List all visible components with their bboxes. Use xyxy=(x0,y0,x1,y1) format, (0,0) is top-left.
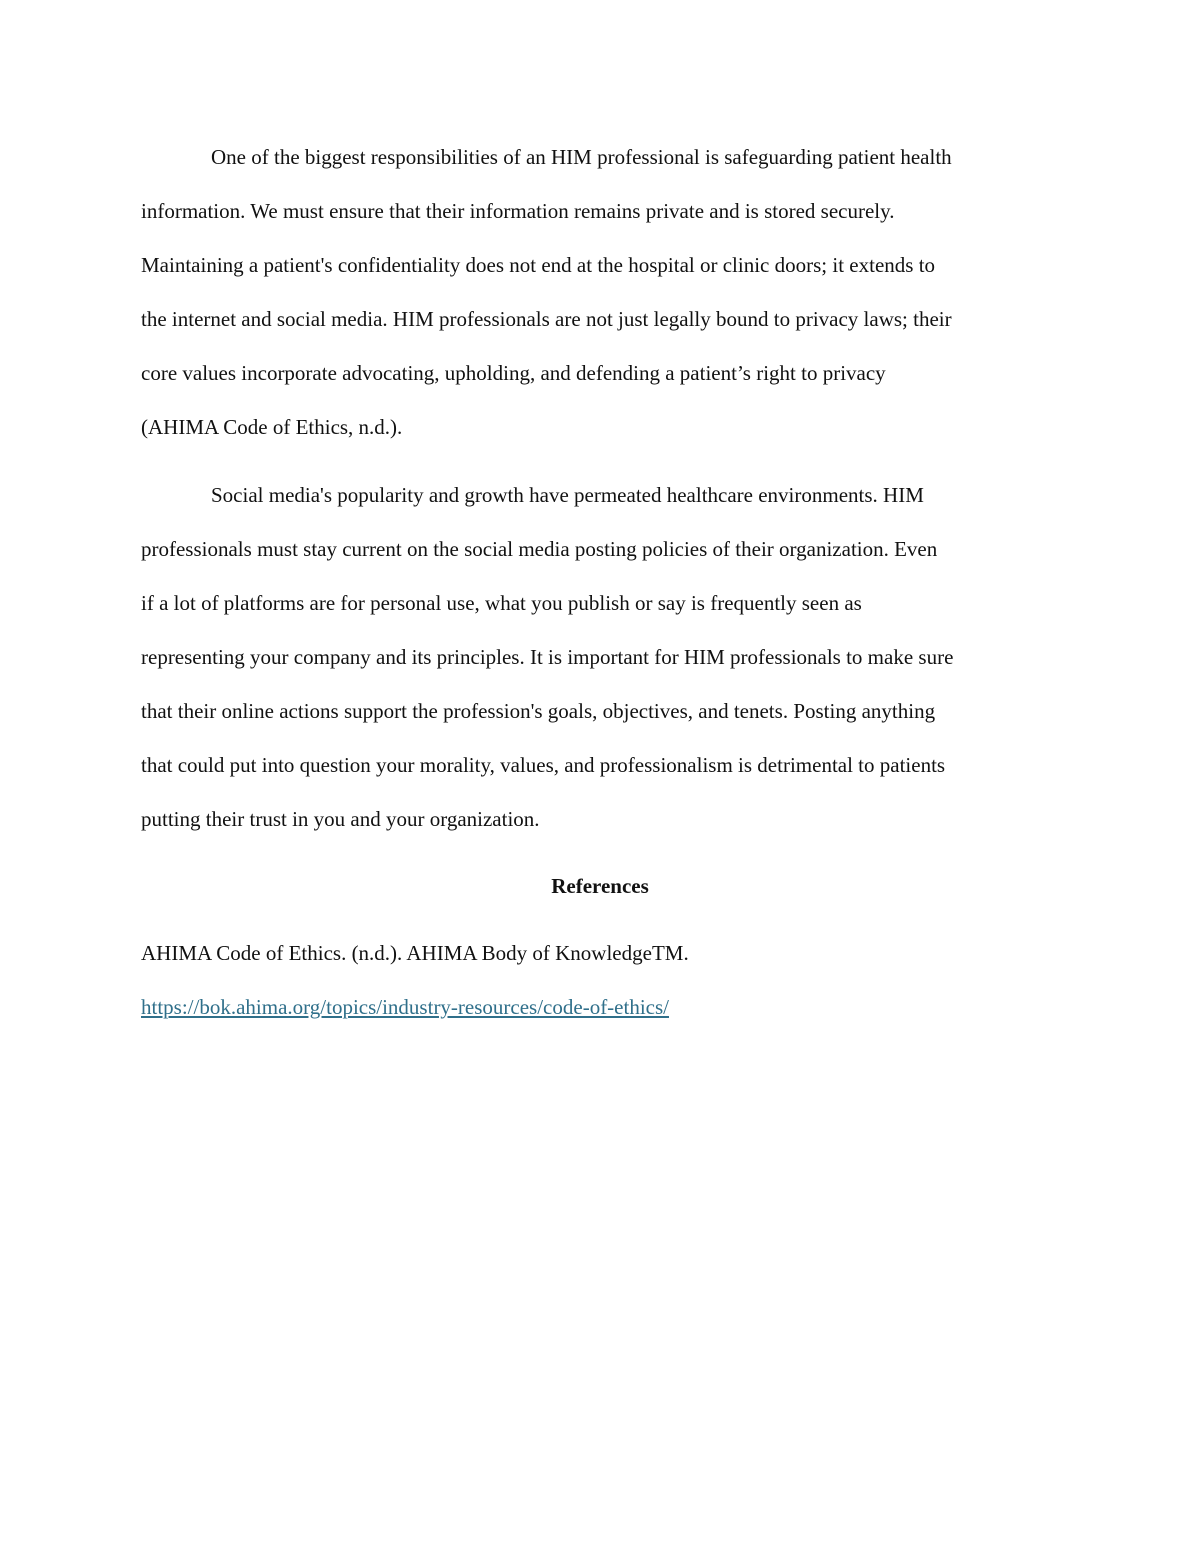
paragraph-line: professionals must stay current on the social media posting policies of their organization. Even xyxy=(141,537,938,561)
paragraph-line: Maintaining a patient's confidentiality does not end at the hospital or clinic doors; it extends to xyxy=(141,253,936,277)
paragraph-line: that could put into question your morality, values, and professionalism is detrimental to patients xyxy=(141,753,946,777)
paragraph-line: One of the biggest responsibilities of an HIM professional is safeguarding patient health xyxy=(211,145,952,169)
reference-text: AHIMA Code of Ethics. (n.d.). AHIMA Body of KnowledgeTM. xyxy=(141,941,689,965)
paragraph-line: (AHIMA Code of Ethics, n.d.). xyxy=(141,415,403,439)
paragraph-line: information. We must ensure that their information remains private and is stored securely. xyxy=(141,199,895,223)
paragraph-1 xyxy=(141,130,1059,454)
reference-link[interactable]: https://bok.ahima.org/topics/industry-resources/code-of-ethics/ xyxy=(141,995,669,1019)
paragraph-2 xyxy=(141,468,1059,846)
paragraph-line: Social media's popularity and growth have permeated healthcare environments. HIM xyxy=(211,483,924,507)
paragraph-line: if a lot of platforms are for personal use, what you publish or say is frequently seen as xyxy=(141,591,862,615)
paragraph-line: core values incorporate advocating, upholding, and defending a patient’s right to privacy xyxy=(141,361,886,385)
references-heading: References xyxy=(551,874,649,898)
paragraph-line: putting their trust in you and your organization. xyxy=(141,807,540,831)
paragraph-line: that their online actions support the profession's goals, objectives, and tenets. Posting anything xyxy=(141,699,936,723)
paragraph-line: the internet and social media. HIM professionals are not just legally bound to privacy laws; their xyxy=(141,307,952,331)
reference-line xyxy=(141,980,1059,1034)
reference-entry xyxy=(141,926,1059,1034)
paragraph-line: representing your company and its principles. It is important for HIM professionals to make sure xyxy=(141,645,954,669)
document-body xyxy=(141,130,1059,1034)
